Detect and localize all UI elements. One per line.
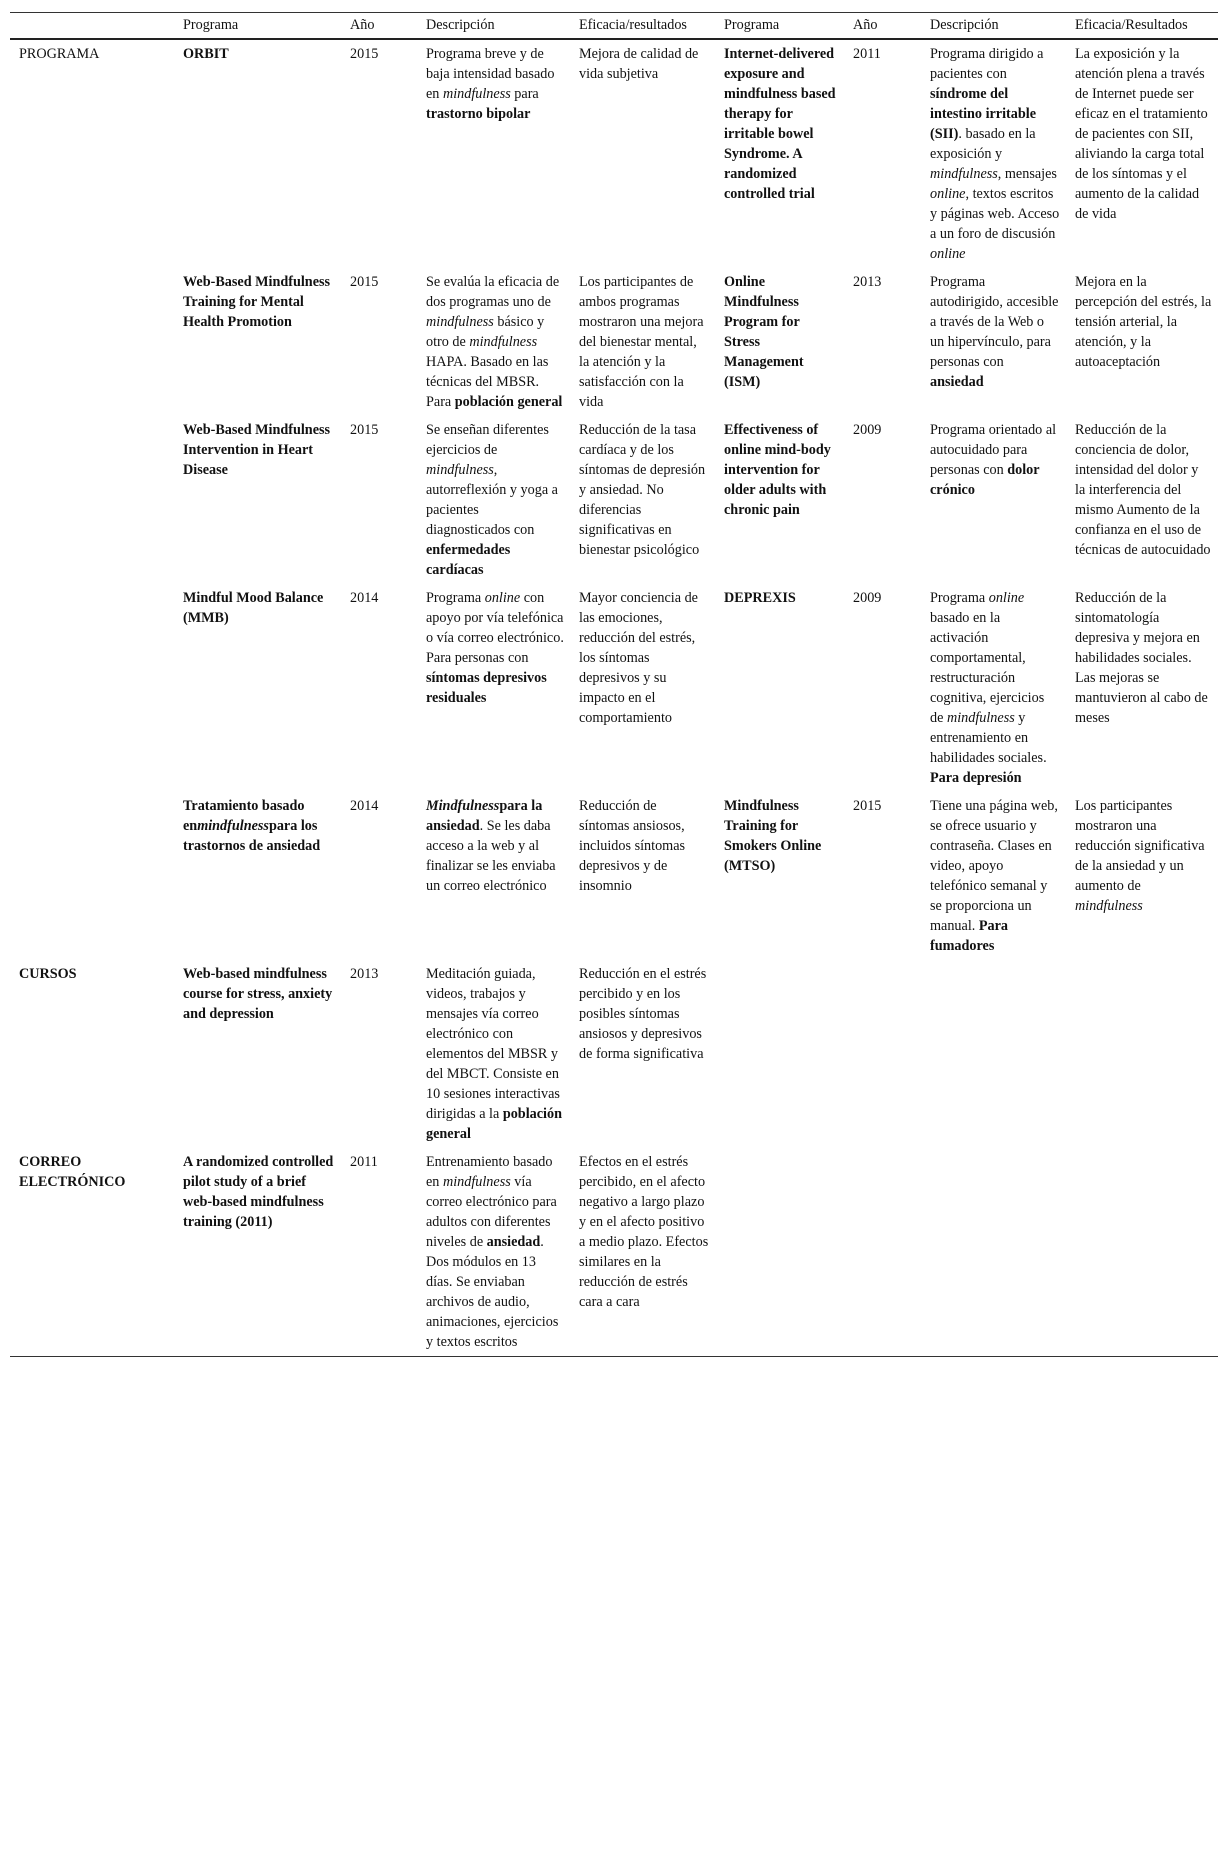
header-eficacia-2: Eficacia/Resultados (1066, 13, 1218, 40)
program-description-right: Programa orientado al autocuidado para personas con dolor crónico (930, 422, 1057, 498)
program-result-right: Reducción de la sintomatología depresiva y mejora en habilidades sociales. Las mejoras se mantuvieron al cabo de meses (1075, 590, 1208, 726)
program-result-right: Los participantes mostraron una reducción significativa de la ansiedad y un aumento de mindfulness (1075, 798, 1205, 914)
program-year: 2015 (350, 46, 379, 62)
program-name-right: Mindfulness Training for Smokers Online (MTSO) (724, 798, 822, 874)
program-year: 2015 (350, 274, 379, 290)
program-year-right: 2013 (853, 274, 882, 290)
category-correo: CORREO ELECTRÓNICO (10, 1148, 174, 1357)
header-descripcion: Descripción (417, 13, 570, 40)
program-year: 2015 (350, 422, 379, 438)
program-result: Efectos en el estrés percibido, en el afecto negativo a largo plazo y en el afecto positivo a medio plazo. Efectos similares en la reducción de estrés cara a cara (570, 1148, 715, 1357)
program-description-right: Programa online basado en la activación comportamental, restructuración cognitiva, ejercicios de mindfulness y entrenamiento en habilidades sociales. Para depresión (930, 590, 1047, 786)
header-programa-2: Programa (715, 13, 844, 40)
table-row (10, 1148, 1218, 1357)
program-result: Mejora de calidad de vida subjetiva (579, 46, 699, 82)
program-description-right: Tiene una página web, se ofrece usuario y contraseña. Clases en video, apoyo telefónico semanal y se proporciona un manual. Para fumadores (930, 798, 1058, 954)
program-description: Se enseñan diferentes ejercicios de mindfulness, autorreflexión y yoga a pacientes diagnosticados con enfermedades cardíacas (426, 422, 558, 578)
program-result: Mayor conciencia de las emociones, reducción del estrés, los síntomas depresivos y su impacto en el comportamiento (579, 590, 698, 726)
header-descripcion-2: Descripción (921, 13, 1066, 40)
table-row (10, 584, 1218, 792)
program-name-right: Internet-delivered exposure and mindfulness based therapy for irritable bowel Syndrome. A randomized controlled trial (724, 46, 836, 202)
program-description: Se evalúa la eficacia de dos programas uno de mindfulness básico y otro de mindfulness HAPA. Basado en las técnicas del MBSR. Para población general (426, 274, 563, 410)
program-description-right: Programa dirigido a pacientes con síndrome del intestino irritable (SII). basado en la exposición y mindfulness, mensajes online, textos escritos y páginas web. Acceso a un foro de discusión online (930, 46, 1060, 262)
category-cursos: CURSOS (19, 966, 77, 982)
program-year-right: 2015 (853, 798, 882, 814)
header-eficacia: Eficacia/resultados (570, 13, 715, 40)
table-row (10, 960, 1218, 1148)
program-description: Mindfulnesspara la ansiedad. Se les daba acceso a la web y al finalizar se les enviaba un correo electrónico (426, 798, 556, 894)
program-name: A randomized controlled pilot study of a brief web-based mindfulness training (2011) (174, 1148, 341, 1357)
program-year-right: 2011 (853, 46, 881, 62)
header-anio: Año (341, 13, 417, 40)
program-description: Programa online con apoyo por vía telefónica o vía correo electrónico. Para personas con síntomas depresivos residuales (426, 590, 564, 706)
program-result: Los participantes de ambos programas mostraron una mejora del bienestar mental, la atención y la satisfacción con la vida (579, 274, 704, 410)
program-year: 2014 (350, 798, 379, 814)
header-row (10, 13, 1218, 40)
program-name: Web-based mindfulness course for stress, anxiety and depression (183, 966, 333, 1022)
program-name: Web-Based Mindfulness Intervention in Heart Disease (183, 422, 331, 478)
program-year-right: 2009 (853, 590, 882, 606)
table-row (10, 416, 1218, 584)
table-row (10, 39, 1218, 268)
program-description: Programa breve y de baja intensidad basado en mindfulness para trastorno bipolar (426, 46, 555, 122)
category-programa: PROGRAMA (19, 46, 100, 62)
program-result-right: Reducción de la conciencia de dolor, intensidad del dolor y la interferencia del mismo Aumento de la confianza en el uso de técnicas de autocuidado (1075, 422, 1211, 558)
table-row (10, 268, 1218, 416)
program-name: Web-Based Mindfulness Training for Mental Health Promotion (183, 274, 331, 330)
program-description: Meditación guiada, videos, trabajos y mensajes vía correo electrónico con elementos del MBSR y del MBCT. Consiste en 10 sesiones interactivas dirigidas a la población general (426, 966, 562, 1142)
program-name: ORBIT (183, 46, 229, 62)
program-year: 2011 (341, 1148, 417, 1357)
program-name-right: Effectiveness of online mind-body intervention for older adults with chronic pain (724, 422, 831, 518)
program-name: Tratamiento basado enmindfulnesspara los trastornos de ansiedad (183, 798, 321, 854)
program-name-right: DEPREXIS (724, 590, 796, 606)
program-year: 2013 (350, 966, 379, 982)
header-category (10, 13, 174, 40)
program-result-right: La exposición y la atención plena a través de Internet puede ser eficaz en el tratamiento de pacientes con SII, aliviando la carga total de los síntomas y el aumento de la calidad de vida (1075, 46, 1208, 222)
program-result: Reducción en el estrés percibido y en los posibles síntomas ansiosos y depresivos de forma significativa (579, 966, 707, 1062)
program-result: Reducción de síntomas ansiosos, incluidos síntomas depresivos y de insomnio (579, 798, 686, 894)
programs-table (10, 12, 1218, 1357)
program-year: 2014 (350, 590, 379, 606)
program-result: Reducción de la tasa cardíaca y de los síntomas de depresión y ansiedad. No diferencias significativas en bienestar psicológico (579, 422, 706, 558)
header-programa: Programa (174, 13, 341, 40)
header-anio-2: Año (844, 13, 921, 40)
program-description-right: Programa autodirigido, accesible a través de la Web o un hipervínculo, para personas con ansiedad (930, 274, 1059, 390)
program-name-right: Online Mindfulness Program for Stress Management (ISM) (724, 274, 804, 390)
program-result-right: Mejora en la percepción del estrés, la tensión arterial, la atención, y la autoaceptación (1075, 274, 1212, 370)
program-description: Entrenamiento basado en mindfulness vía correo electrónico para adultos con diferentes niveles de ansiedad. Dos módulos en 13 días. Se enviaban archivos de audio, animaciones, ejercicios y textos escritos (417, 1148, 570, 1357)
program-year-right: 2009 (853, 422, 882, 438)
program-name: Mindful Mood Balance (MMB) (183, 590, 324, 626)
table-row (10, 792, 1218, 960)
